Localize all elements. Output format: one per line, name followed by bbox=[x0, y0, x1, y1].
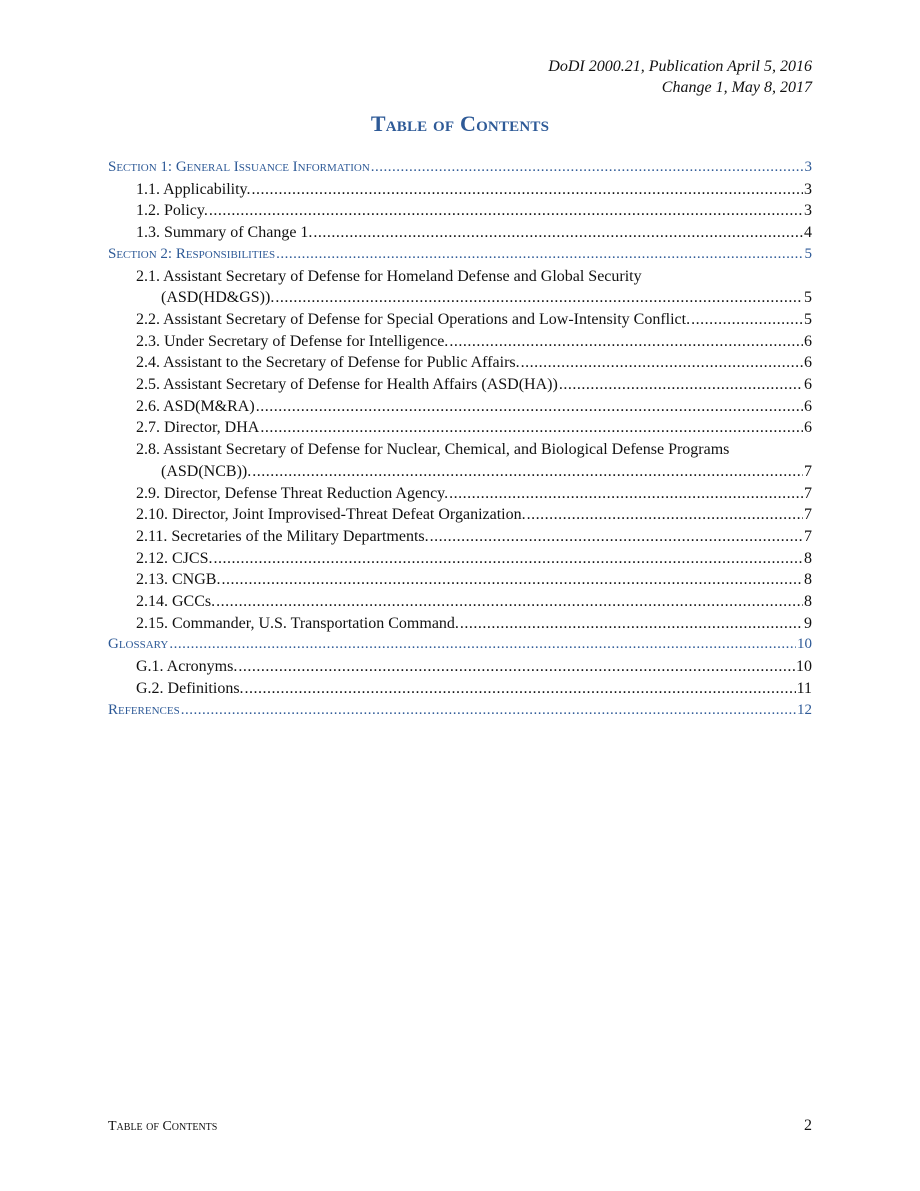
toc-page-number: 6 bbox=[804, 376, 812, 394]
toc-entry-1-2[interactable] bbox=[108, 200, 812, 222]
toc-entry-text: 2.12. CJCS. bbox=[136, 549, 213, 567]
toc-entry-text: 2.7. Director, DHA bbox=[136, 419, 260, 437]
toc-page-number: 7 bbox=[804, 462, 812, 480]
toc-entry-continuation bbox=[108, 287, 812, 309]
toc-entry-2-12[interactable] bbox=[108, 548, 812, 570]
toc-entry-text: 2.3. Under Secretary of Defense for Intelligence. bbox=[136, 332, 449, 350]
toc-entry-2-8[interactable] bbox=[108, 439, 812, 482]
dot-leader bbox=[276, 244, 803, 266]
dot-leader bbox=[521, 352, 803, 374]
toc-page-number: 5 bbox=[804, 289, 812, 307]
dot-leader bbox=[221, 569, 803, 591]
toc-entry-text: 2.6. ASD(M&RA) bbox=[136, 397, 255, 415]
toc-entry-text: 2.15. Commander, U.S. Transportation Command. bbox=[136, 614, 459, 632]
toc-entry-text-continued: (ASD(NCB)). bbox=[161, 462, 252, 480]
toc-entry-text: 2.10. Director, Joint Improvised-Threat Defeat Organization. bbox=[136, 506, 526, 524]
toc-entry-1-1[interactable] bbox=[108, 179, 812, 201]
footer-section-label: Table of Contents bbox=[108, 1119, 218, 1134]
header-change-line: Change 1, May 8, 2017 bbox=[661, 79, 812, 96]
toc-page-number: 5 bbox=[804, 310, 812, 328]
toc-entry-text: References bbox=[108, 701, 180, 718]
toc-entry-text: 2.13. CNGB. bbox=[136, 571, 221, 589]
toc-entry-text: 1.2. Policy. bbox=[136, 202, 208, 220]
toc-entry-2-5[interactable] bbox=[108, 374, 812, 396]
toc-section-glossary[interactable] bbox=[108, 634, 812, 656]
toc-page-number: 6 bbox=[804, 332, 812, 350]
toc-page-number: 5 bbox=[804, 245, 812, 262]
dot-leader bbox=[527, 504, 803, 526]
toc-page-number: 6 bbox=[804, 419, 812, 437]
dot-leader bbox=[371, 157, 804, 179]
toc-section-references[interactable] bbox=[108, 700, 812, 722]
toc-entry-2-13[interactable] bbox=[108, 569, 812, 591]
toc-page-number: 9 bbox=[804, 614, 812, 632]
dot-leader bbox=[245, 678, 796, 700]
toc-page-number: 3 bbox=[804, 202, 812, 220]
toc-entry-g-1[interactable] bbox=[108, 656, 812, 678]
toc-page-number: 3 bbox=[804, 159, 812, 175]
toc-entry-2-15[interactable] bbox=[108, 613, 812, 635]
dot-leader bbox=[313, 222, 803, 244]
toc-page-number: 4 bbox=[804, 224, 812, 242]
toc-entry-text: Glossary bbox=[108, 636, 169, 653]
toc-entry-text: 1.1. Applicability. bbox=[136, 180, 251, 198]
toc-entry-text: 2.1. Assistant Secretary of Defense for Homeland Defense and Global Security bbox=[136, 267, 642, 285]
toc-entry-2-10[interactable] bbox=[108, 504, 812, 526]
dot-leader bbox=[430, 526, 803, 548]
header-publication-line: DoDI 2000.21, Publication April 5, 2016 bbox=[548, 58, 812, 75]
dot-leader bbox=[449, 483, 803, 505]
toc-page-number: 7 bbox=[804, 484, 812, 502]
toc-page-number: 6 bbox=[804, 397, 812, 415]
toc-entry-text: 2.2. Assistant Secretary of Defense for Special Operations and Low-Intensity Conflict. bbox=[136, 310, 691, 328]
dot-leader bbox=[260, 417, 803, 439]
toc-entry-2-2[interactable] bbox=[108, 309, 812, 331]
toc-entry-g-2[interactable] bbox=[108, 678, 812, 700]
toc-entry-text: 1.3. Summary of Change 1. bbox=[136, 224, 313, 242]
toc-entry-2-1[interactable] bbox=[108, 266, 812, 309]
page-title: Table of Contents bbox=[370, 111, 550, 136]
dot-leader bbox=[169, 634, 796, 656]
toc-entry-text: 2.4. Assistant to the Secretary of Defense for Public Affairs. bbox=[136, 354, 520, 372]
toc-entry-text: 2.14. GCCs. bbox=[136, 593, 216, 611]
toc-entry-text: Section 1: General Issuance Information bbox=[108, 159, 370, 175]
toc-page-number: 12 bbox=[797, 701, 812, 718]
dot-leader bbox=[181, 700, 796, 722]
toc-page-number: 7 bbox=[804, 506, 812, 524]
toc-entry-text: G.1. Acronyms. bbox=[136, 658, 238, 676]
dot-leader bbox=[238, 656, 795, 678]
dot-leader bbox=[252, 461, 803, 483]
toc-page-number: 3 bbox=[804, 180, 812, 198]
toc-section-1[interactable] bbox=[108, 157, 812, 179]
footer-page-number: 2 bbox=[804, 1117, 812, 1134]
toc-entry-1-3[interactable] bbox=[108, 222, 812, 244]
dot-leader bbox=[213, 548, 803, 570]
toc-entry-text: 2.8. Assistant Secretary of Defense for Nuclear, Chemical, and Biological Defense Programs bbox=[136, 441, 730, 459]
toc-page-number: 7 bbox=[804, 527, 812, 545]
toc-page-number: 8 bbox=[804, 593, 812, 611]
dot-leader bbox=[460, 613, 803, 635]
toc-entry-2-6[interactable] bbox=[108, 396, 812, 418]
table-of-contents bbox=[108, 157, 812, 721]
toc-entry-text: 2.9. Director, Defense Threat Reduction Agency. bbox=[136, 484, 449, 502]
dot-leader bbox=[216, 591, 803, 613]
toc-entry-text: 2.11. Secretaries of the Military Departments. bbox=[136, 527, 429, 545]
toc-section-2[interactable] bbox=[108, 244, 812, 266]
toc-entry-continuation bbox=[108, 461, 812, 483]
toc-entry-2-4[interactable] bbox=[108, 352, 812, 374]
toc-page-number: 10 bbox=[797, 636, 812, 653]
toc-page-number: 11 bbox=[796, 679, 812, 697]
toc-page-number: 8 bbox=[804, 571, 812, 589]
toc-entry-text: Section 2: Responsibilities bbox=[108, 245, 276, 262]
dot-leader bbox=[559, 374, 803, 396]
dot-leader bbox=[691, 309, 803, 331]
toc-entry-text-continued: (ASD(HD&GS)). bbox=[161, 289, 275, 307]
toc-entry-2-3[interactable] bbox=[108, 331, 812, 353]
toc-entry-2-14[interactable] bbox=[108, 591, 812, 613]
dot-leader bbox=[256, 396, 803, 418]
toc-page-number: 6 bbox=[804, 354, 812, 372]
toc-entry-2-7[interactable] bbox=[108, 417, 812, 439]
dot-leader bbox=[209, 200, 803, 222]
toc-page-number: 10 bbox=[796, 658, 812, 676]
toc-entry-2-11[interactable] bbox=[108, 526, 812, 548]
document-header bbox=[548, 56, 812, 98]
toc-entry-2-9[interactable] bbox=[108, 483, 812, 505]
dot-leader bbox=[275, 287, 803, 309]
dot-leader bbox=[252, 179, 803, 201]
toc-entry-text: G.2. Definitions. bbox=[136, 679, 244, 697]
toc-page-number: 8 bbox=[804, 549, 812, 567]
toc-entry-text: 2.5. Assistant Secretary of Defense for Health Affairs (ASD(HA)) bbox=[136, 376, 558, 394]
dot-leader bbox=[449, 331, 803, 353]
